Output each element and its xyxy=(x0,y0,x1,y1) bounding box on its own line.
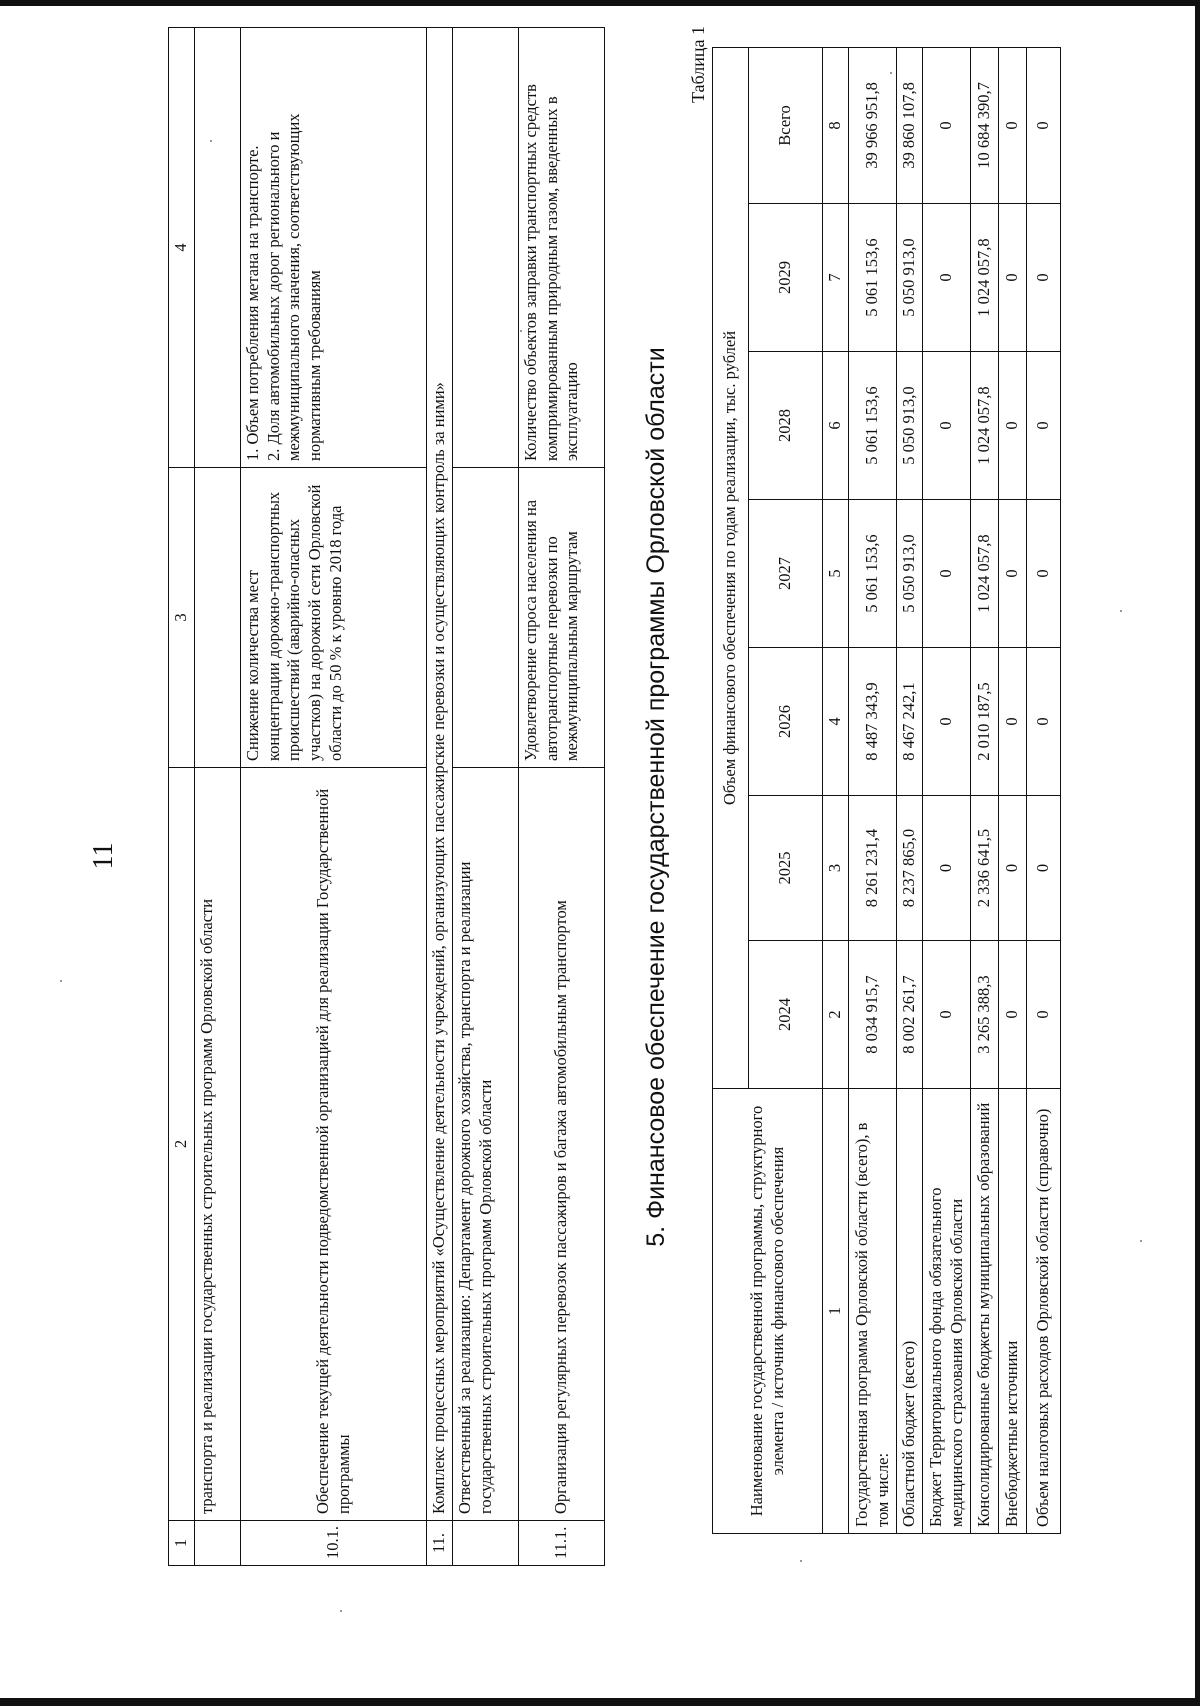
table-row xyxy=(971,47,999,1533)
table-row xyxy=(195,28,241,1566)
col-num-4: 4 xyxy=(169,28,195,468)
row-label: Консолидированные бюджеты муниципальных образований xyxy=(971,1089,999,1534)
complex-title: Комплекс процессных мероприятий «Осуществление деятельности учреждений, организующих пассажирские перевозки и осуществляющих контроль за ними» xyxy=(427,28,453,1521)
col-num: 6 xyxy=(823,352,849,500)
row-number: 11.1. xyxy=(519,1521,605,1566)
responsible-text: Ответственный за реализацию: Департамент дорожного хозяйства, транспорта и реализации государственных строительных программ Орловской области xyxy=(453,768,519,1521)
column-number-row xyxy=(169,28,195,1566)
value-cell: 0 xyxy=(999,500,1027,648)
table-row xyxy=(1027,47,1061,1533)
value-cell: 0 xyxy=(1027,796,1061,941)
header-row-1 xyxy=(713,47,749,1533)
value-cell: 0 xyxy=(923,204,971,352)
value-cell: 8 237 865,0 xyxy=(897,796,923,941)
value-cell: 0 xyxy=(923,941,971,1089)
empty-cell xyxy=(453,28,519,468)
col-num-3: 3 xyxy=(169,468,195,768)
empty-cell xyxy=(195,468,241,768)
value-cell: 2 010 187,5 xyxy=(971,648,999,796)
indicators-cell: Количество объектов заправки транспортных средств компримированным природным газом, введенных в эксплуатацию xyxy=(519,28,605,468)
value-cell: 8 467 242,1 xyxy=(897,648,923,796)
empty-cell xyxy=(195,28,241,468)
empty-cell xyxy=(453,1521,519,1566)
row-label: Объем налоговых расходов Орловской области (справочно) xyxy=(1027,1089,1061,1534)
finance-table xyxy=(712,47,1061,1534)
col-num: 3 xyxy=(823,796,849,941)
program-structure-table xyxy=(168,27,605,1566)
value-cell: 0 xyxy=(1027,941,1061,1089)
total-cell: 39 860 107,8 xyxy=(897,47,923,203)
year-header: 2026 xyxy=(749,648,823,796)
value-cell: 0 xyxy=(1027,204,1061,352)
header-name: Наименование государственной программы, структурного элемента / источник финансового обеспечения xyxy=(713,1089,823,1534)
col-num: 7 xyxy=(823,204,849,352)
value-cell: 5 061 153,6 xyxy=(849,352,897,500)
col-num: 1 xyxy=(823,1089,849,1534)
table-row-10-1 xyxy=(241,28,427,1566)
col-num: 5 xyxy=(823,500,849,648)
task-cell: Обеспечение текущей деятельности подведомственной организацией для реализации Государственной программы xyxy=(241,768,427,1521)
year-header: 2027 xyxy=(749,500,823,648)
value-cell: 3 265 388,3 xyxy=(971,941,999,1089)
task-cell: Организация регулярных перевозок пассажиров и багажа автомобильным транспортом xyxy=(519,768,605,1521)
table-row xyxy=(897,47,923,1533)
col-num-2: 2 xyxy=(169,768,195,1521)
value-cell: 8 034 915,7 xyxy=(849,941,897,1089)
row-number: 11. xyxy=(427,1521,453,1566)
value-cell: 5 050 913,0 xyxy=(897,352,923,500)
value-cell: 2 336 641,5 xyxy=(971,796,999,941)
section-title: 5. Финансовое обеспечение государственной программы Орловской области xyxy=(642,347,670,1247)
year-header: 2029 xyxy=(749,204,823,352)
table-row-11-1 xyxy=(519,28,605,1566)
row-label: Внебюджетные источники xyxy=(999,1089,1027,1534)
column-number-row xyxy=(823,47,849,1533)
col-num: 8 xyxy=(823,47,849,203)
value-cell: 5 050 913,0 xyxy=(897,204,923,352)
value-cell: 0 xyxy=(1027,500,1061,648)
total-cell: 39 966 951,8 xyxy=(849,47,897,203)
row-label: Государственная программа Орловской области (всего), в том числе: xyxy=(849,1089,897,1534)
total-cell: 0 xyxy=(923,47,971,203)
table-row xyxy=(999,47,1027,1533)
total-cell: 0 xyxy=(999,47,1027,203)
value-cell: 0 xyxy=(999,648,1027,796)
value-cell: 8 002 261,7 xyxy=(897,941,923,1089)
header-volume: Объем финансового обеспечения по годам реализации, тыс. рублей xyxy=(713,47,749,1088)
continuation-text: транспорта и реализации государственных строительных программ Орловской области xyxy=(195,768,241,1521)
value-cell: 0 xyxy=(999,352,1027,500)
value-cell: 1 024 057,8 xyxy=(971,204,999,352)
value-cell: 0 xyxy=(923,796,971,941)
table-row-11 xyxy=(427,28,453,1566)
total-header: Всего xyxy=(749,47,823,203)
year-header: 2025 xyxy=(749,796,823,941)
table-row-responsible xyxy=(453,28,519,1566)
value-cell: 0 xyxy=(923,500,971,648)
indicators-cell: 1. Объем потребления метана на транспорте. 2. Доля автомобильных дорог регионального и межмуниципального значения, соответствующих нормативным требованиям xyxy=(241,28,427,468)
value-cell: 0 xyxy=(999,204,1027,352)
value-cell: 0 xyxy=(999,941,1027,1089)
page-number: 11 xyxy=(88,842,119,870)
col-num: 2 xyxy=(823,941,849,1089)
value-cell: 8 261 231,4 xyxy=(849,796,897,941)
row-label: Бюджет Территориального фонда обязательного медицинского страхования Орловской области xyxy=(923,1089,971,1534)
value-cell: 5 061 153,6 xyxy=(849,500,897,648)
table-row xyxy=(923,47,971,1533)
value-cell: 5 050 913,0 xyxy=(897,500,923,648)
row-label: Областной бюджет (всего) xyxy=(897,1089,923,1534)
effect-cell: Снижение количества мест концентрации дорожно-транспортных происшествий (аварийно-опасных участков) на дорожной сети Орловской области до 50 % к уровню 2018 года xyxy=(241,468,427,768)
row-number: 10.1. xyxy=(241,1521,427,1566)
total-cell: 0 xyxy=(1027,47,1061,203)
value-cell: 1 024 057,8 xyxy=(971,352,999,500)
value-cell: 0 xyxy=(923,352,971,500)
col-num-1: 1 xyxy=(169,1521,195,1566)
year-header: 2024 xyxy=(749,941,823,1089)
col-num: 4 xyxy=(823,648,849,796)
value-cell: 8 487 343,9 xyxy=(849,648,897,796)
value-cell: 5 061 153,6 xyxy=(849,204,897,352)
table-row xyxy=(849,47,897,1533)
value-cell: 0 xyxy=(923,648,971,796)
value-cell: 0 xyxy=(1027,352,1061,500)
effect-cell: Удовлетворение спроса населения на автотранспортные перевозки по межмуниципальным маршрутам xyxy=(519,468,605,768)
table-caption: Таблица 1 xyxy=(688,26,708,103)
value-cell: 1 024 057,8 xyxy=(971,500,999,648)
year-header: 2028 xyxy=(749,352,823,500)
value-cell: 0 xyxy=(1027,648,1061,796)
value-cell: 0 xyxy=(999,796,1027,941)
empty-cell xyxy=(453,468,519,768)
empty-cell xyxy=(195,1521,241,1566)
total-cell: 10 684 390,7 xyxy=(971,47,999,203)
